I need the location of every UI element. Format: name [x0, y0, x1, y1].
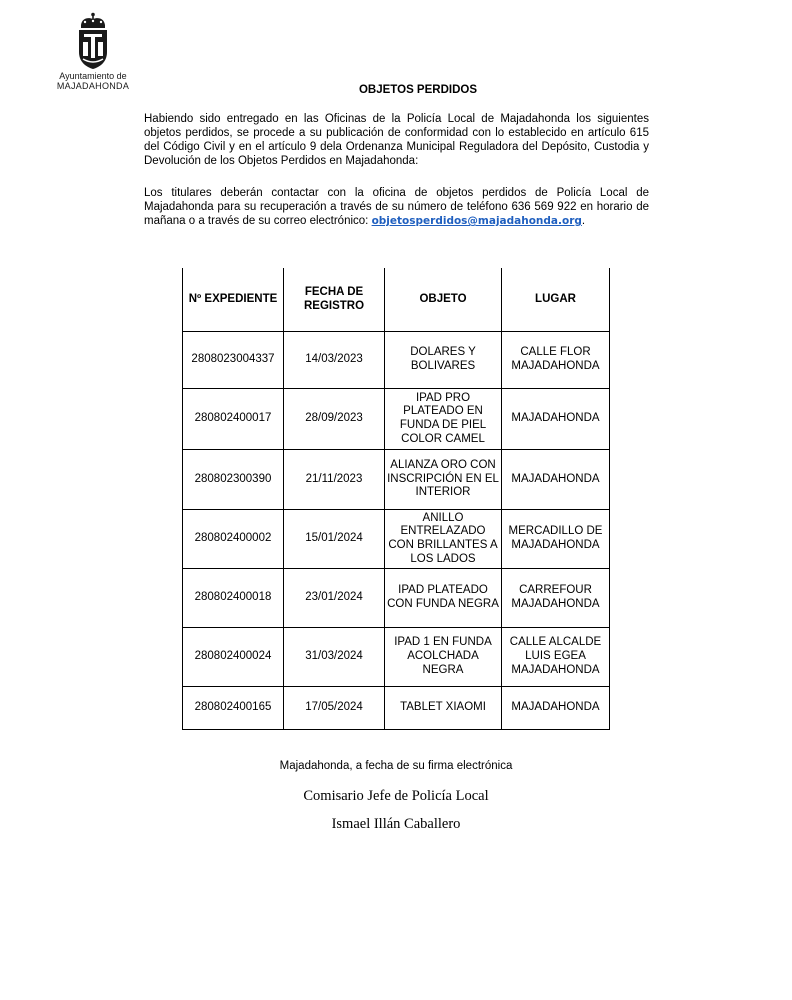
lost-objects-table: [182, 268, 610, 730]
header-objeto: OBJETO: [385, 268, 502, 332]
ayuntamiento-logo: [52, 12, 134, 91]
contact-paragraph: [144, 186, 649, 228]
logo-line-2: MAJADAHONDA: [56, 81, 130, 91]
table-row: [183, 332, 610, 389]
cell-expediente: 280802400024: [183, 628, 284, 687]
cell-expediente: 280802400018: [183, 569, 284, 628]
cell-lugar: CARREFOUR MAJADAHONDA: [502, 569, 610, 628]
cell-fecha: 15/01/2024: [284, 510, 385, 569]
contact-end: .: [581, 215, 586, 227]
cell-fecha: 21/11/2023: [284, 450, 385, 510]
cell-lugar: MAJADAHONDA: [502, 450, 610, 510]
header-fecha: FECHA DE REGISTRO: [284, 268, 385, 332]
cell-expediente: 280802400002: [183, 510, 284, 569]
cell-objeto: IPAD PRO PLATEADO EN FUNDA DE PIEL COLOR CAMEL: [385, 389, 502, 450]
signatory-role: Comisario Jefe de Policía Local: [303, 788, 489, 804]
table-row: [183, 389, 610, 450]
cell-lugar: CALLE ALCALDE LUIS EGEA MAJADAHONDA: [502, 628, 610, 687]
cell-fecha: 31/03/2024: [284, 628, 385, 687]
cell-lugar: MAJADAHONDA: [502, 389, 610, 450]
table-row: [183, 687, 610, 730]
cell-fecha: 14/03/2023: [284, 332, 385, 389]
table-row: [183, 628, 610, 687]
cell-fecha: 17/05/2024: [284, 687, 385, 730]
cell-expediente: 280802300390: [183, 450, 284, 510]
page-title: OBJETOS PERDIDOS: [358, 84, 477, 96]
cell-lugar: MAJADAHONDA: [502, 687, 610, 730]
cell-objeto: ALIANZA ORO CON INSCRIPCIÓN EN EL INTERIOR: [385, 450, 502, 510]
cell-objeto: TABLET XIAOMI: [385, 687, 502, 730]
cell-objeto: DOLARES Y BOLIVARES: [385, 332, 502, 389]
email-link[interactable]: objetosperdidos@majadahonda.org: [371, 215, 582, 227]
cell-expediente: 280802400165: [183, 687, 284, 730]
cell-objeto: IPAD 1 EN FUNDA ACOLCHADA NEGRA: [385, 628, 502, 687]
intro-paragraph: Habiendo sido entregado en las Oficinas de la Policía Local de Majadahonda los siguientes objetos perdidos, se procede a su publicación de conformidad con lo establecido en artículo 615 del Código Civil y en el artículo 9 dela Ordenanza Municipal Reguladora del Depósito, Custodia y Devolución de los Objetos Perdidos en Majadahonda:: [144, 113, 649, 167]
table-row: [183, 450, 610, 510]
contact-text: Los titulares deberán contactar con la oficina de objetos perdidos de Policía Local de Majadahonda para su recuperación a través de su número de teléfono 636 569 922 en horario de mañana o a través de su correo electrónico:: [144, 187, 649, 227]
signature-place-date: Majadahonda, a fecha de su firma electrónica: [279, 760, 513, 772]
logo-line-1: Ayuntamiento de: [59, 71, 127, 81]
coat-of-arms-icon: [76, 12, 110, 70]
signatory-name: Ismael Illán Caballero: [331, 816, 461, 832]
cell-fecha: 28/09/2023: [284, 389, 385, 450]
cell-lugar: MERCADILLO DE MAJADAHONDA: [502, 510, 610, 569]
cell-expediente: 2808023004337: [183, 332, 284, 389]
header-lugar: LUGAR: [502, 268, 610, 332]
cell-objeto: ANILLO ENTRELAZADO CON BRILLANTES A LOS LADOS: [385, 510, 502, 569]
cell-lugar: CALLE FLOR MAJADAHONDA: [502, 332, 610, 389]
table-row: [183, 569, 610, 628]
cell-fecha: 23/01/2024: [284, 569, 385, 628]
header-expediente: Nº EXPEDIENTE: [183, 268, 284, 332]
cell-objeto: IPAD PLATEADO CON FUNDA NEGRA: [385, 569, 502, 628]
table-row: [183, 510, 610, 569]
cell-expediente: 280802400017: [183, 389, 284, 450]
table-header-row: [183, 268, 610, 332]
